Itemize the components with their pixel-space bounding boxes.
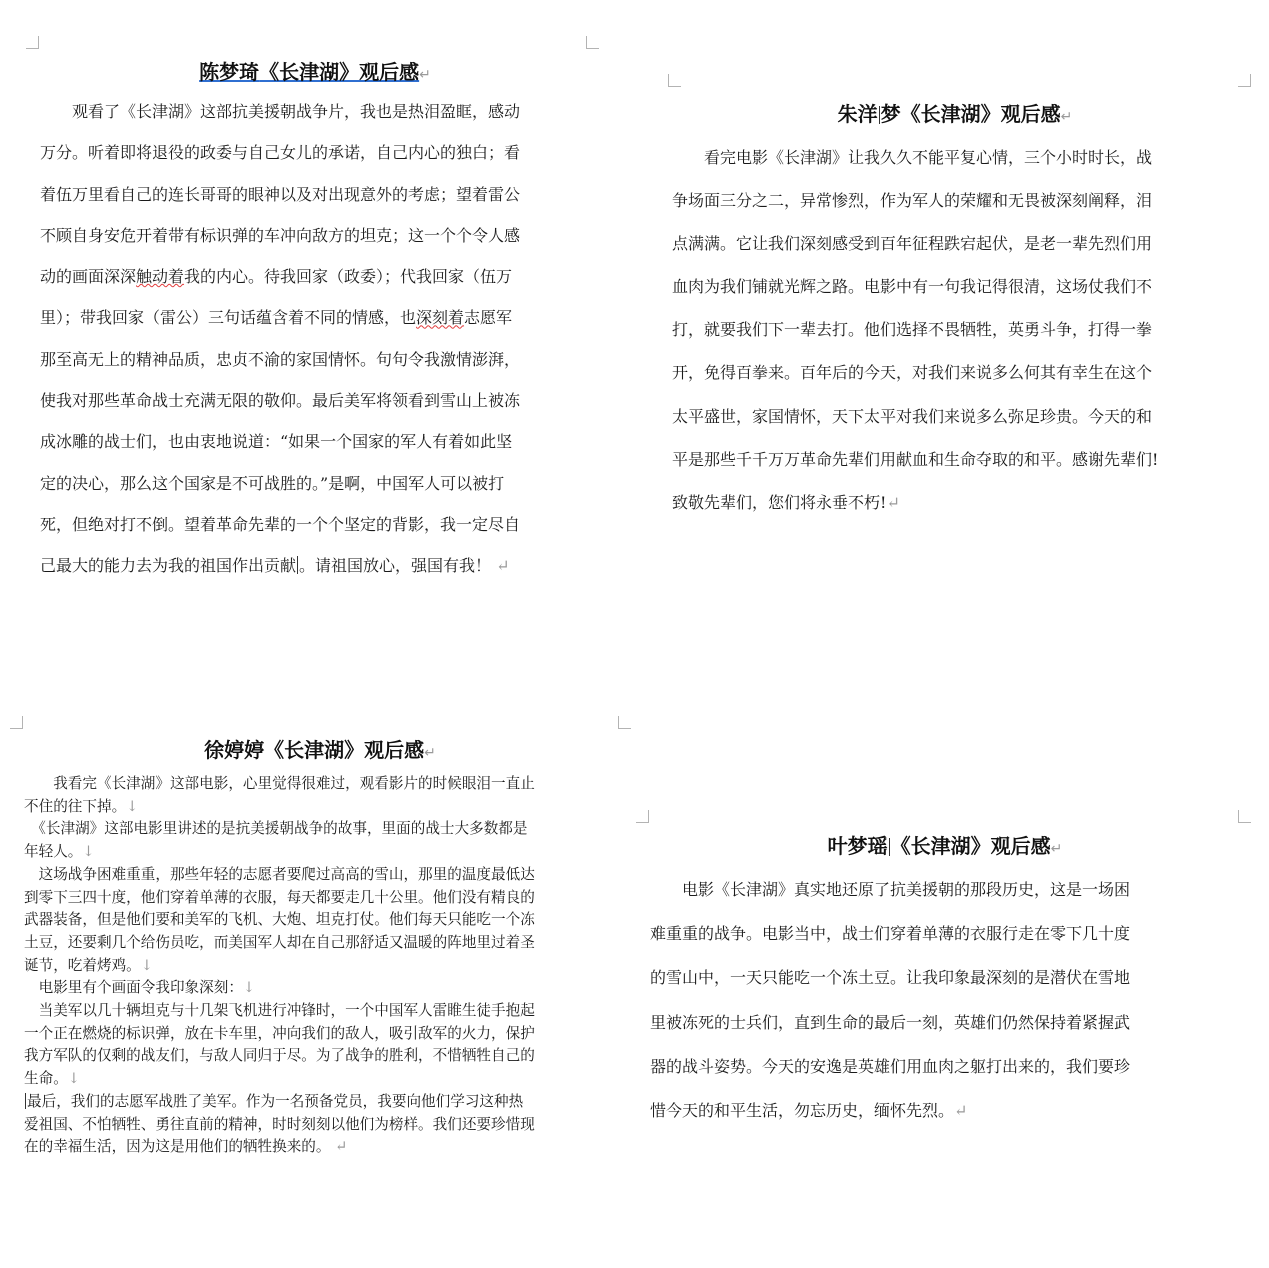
text-line: 器的战斗姿势。今天的安逸是英雄们用血肉之躯打出来的，我们要珍: [650, 1056, 1131, 1076]
text-segment: 年轻人。: [24, 843, 83, 861]
author-name-part: 朱洋: [837, 102, 878, 126]
text-segment: 里）；带我回家（雷公）三句话蕴含着不同的情感，也: [40, 308, 417, 328]
essay-title: [0, 736, 640, 767]
text-segment: 生命。: [24, 1070, 68, 1088]
text-line: 定的决心，那么这个国家是不可战胜的。”是啊，中国军人可以被打: [40, 473, 505, 493]
text-line: 电影《长津湖》真实地还原了抗美援朝的那段历史，这是一场困: [650, 880, 1131, 899]
text-line: [650, 1089, 1130, 1133]
text-line: [24, 841, 535, 864]
text-line: [40, 297, 520, 338]
text-line: [24, 1091, 535, 1114]
title-text: 《长津湖》观后感: [900, 102, 1061, 126]
text-line: [24, 977, 535, 1000]
page-corner-mark: [1238, 810, 1251, 823]
essay-body[interactable]: [672, 136, 1158, 524]
essay-body[interactable]: [24, 773, 535, 1159]
text-line: 着伍万里看自己的连长哥哥的眼神以及对出现意外的考虑；望着雷公: [40, 184, 521, 204]
line-break-mark: ↓: [242, 979, 256, 997]
text-segment: 动的画面深深: [40, 267, 137, 287]
text-line: 点满满。它让我们深刻感受到百年征程跌宕起伏，是老一辈先烈们用: [672, 234, 1153, 254]
page-corner-mark: [618, 716, 631, 729]
author-name: [838, 102, 901, 126]
paragraph-mark: ↵: [419, 67, 431, 83]
text-line: 里被冻死的士兵们，直到生命的最后一刻，英雄们仍然保持着紧握武: [650, 1012, 1131, 1032]
text-cursor: [297, 556, 298, 574]
text-line: 的雪山中，一天只能吃一个冻土豆。让我印象最深刻的是潜伏在雪地: [650, 968, 1131, 988]
paragraph-mark: ↵: [886, 492, 900, 512]
text-line: 看完电影《长津湖》让我久久不能平复心情，三个小时时长，战: [672, 148, 1153, 167]
text-line: 一个正在燃烧的标识弹，放在卡车里，冲向我们的敌人，吸引敌军的火力，保护: [24, 1024, 535, 1042]
text-cursor: [889, 838, 890, 856]
text-line: 我看完《长津湖》这部电影，心里觉得很难过，观看影片的时候眼泪一直止: [24, 775, 535, 792]
text-line: 那至高无上的精神品质，忠贞不渝的家国情怀。句句令我激情澎湃，: [40, 349, 521, 369]
text-segment: 致敬先辈们，您们将永垂不朽!: [672, 492, 887, 512]
text-line: [40, 545, 520, 586]
page-corner-mark: [26, 36, 39, 49]
page-corner-mark: [636, 810, 649, 823]
line-break-mark: ↓: [126, 797, 139, 815]
text-line: 争场面三分之二，异常惨烈，作为军人的荣耀和无畏被深刻阐释，泪: [672, 191, 1153, 211]
paragraph-mark: ↵: [335, 1138, 348, 1156]
text-segment: 惜今天的和平生活，勿忘历史，缅怀先烈。: [650, 1101, 955, 1121]
text-line: 平是那些千千万万革命先辈们用献血和生命夺取的和平。感谢先辈们!: [672, 449, 1159, 469]
text-line: 血肉为我们铺就光辉之路。电影中有一句我记得很清，这场仗我们不: [672, 277, 1153, 297]
text-line: [672, 481, 1158, 524]
text-segment: 最后，我们的志愿军战胜了美军。作为一名预备党员，我要向他们学习这种热: [27, 1092, 524, 1110]
line-break-mark: ↓: [140, 956, 153, 974]
text-line: [24, 796, 535, 819]
text-line: 死，但绝对打不倒。望着革命先辈的一个个坚定的背影，我一定尽自: [40, 514, 521, 534]
text-line: 这场战争困难重重，那些年轻的志愿者要爬过高高的雪山，那里的温度最低达: [24, 865, 535, 883]
title-text: 《长津湖》观后感: [259, 60, 420, 84]
text-cursor: [25, 1093, 26, 1109]
text-line: 打，就要我们下一辈去打。他们选择不畏牺牲，英勇斗争，打得一拳: [672, 320, 1153, 340]
text-segment: 电影里有个画面令我印象深刻：: [24, 979, 243, 997]
title-text: 《长津湖》观后感: [890, 834, 1051, 858]
text-line: 我方军队的仅剩的战友们，与敌人同归于尽。为了战争的胜利，不惜牺牲自己的: [24, 1047, 535, 1065]
text-line: [24, 1068, 535, 1091]
text-line: 观看了《长津湖》这部抗美援朝战争片，我也是热泪盈眶，感动: [40, 102, 521, 121]
text-segment: 我的内心。待我回家（政委）；代我回家（伍万: [184, 267, 513, 287]
paragraph-mark: ↵: [1050, 841, 1063, 857]
text-segment: 己最大的能力去为我的祖国作出贡献: [40, 556, 297, 576]
page-corner-mark: [10, 716, 23, 729]
essay-body[interactable]: [650, 868, 1130, 1133]
essay-title: [620, 832, 1269, 863]
text-line: 土豆，还要剩几个给伤员吃，而美国军人却在自己那舒适又温暖的阵地里过着圣: [24, 933, 535, 951]
page-corner-mark: [668, 74, 681, 87]
title-text: 徐婷婷《长津湖》观后感: [204, 738, 425, 762]
text-line: 开，免得百拳来。百年后的今天，对我们来说多么何其有幸生在这个: [672, 363, 1153, 383]
line-break-mark: ↓: [82, 843, 95, 861]
spellcheck-squiggle[interactable]: 触动着: [136, 267, 185, 287]
text-line: 万分。听着即将退役的政委与自己女儿的承诺，自己内心的独白；看: [40, 143, 521, 163]
essay-title: [0, 58, 630, 89]
text-line: [24, 955, 535, 978]
text-line: 当美军以几十辆坦克与十几架飞机进行冲锋时，一个中国军人雷睢生徒手抱起: [24, 1002, 535, 1020]
text-segment: 诞节，吃着烤鸡。: [24, 956, 141, 974]
author-name-part: 梦: [880, 102, 901, 126]
author-name: 陈梦琦: [199, 60, 260, 84]
paragraph-mark: ↵: [954, 1101, 968, 1121]
text-segment: 。请祖国放心，强国有我！: [299, 556, 492, 576]
paragraph-mark: ↵: [496, 556, 510, 576]
essay-body[interactable]: [40, 91, 520, 587]
text-segment: 在的幸福生活，因为这是用他们的牺牲换来的。: [24, 1138, 331, 1156]
text-cursor: [879, 106, 880, 124]
page-corner-mark: [586, 36, 599, 49]
text-line: 到零下三四十度，他们穿着单薄的衣服，每天都要走几十公里。他们没有精良的: [24, 888, 535, 906]
spellcheck-squiggle[interactable]: 深刻着: [416, 308, 465, 328]
text-segment: 志愿军: [464, 308, 513, 328]
text-line: 太平盛世，家国情怀，天下太平对我们来说多么弥足珍贵。今天的和: [672, 406, 1153, 426]
text-line: 使我对那些革命战士充满无限的敬仰。最后美军将领看到雪山上被冻: [40, 391, 521, 411]
essay-title: [640, 100, 1269, 131]
text-line: [24, 1136, 535, 1159]
text-line: 武器装备，但是他们要和美军的飞机、大炮、坦克打仗。他们每天只能吃一个冻: [24, 911, 535, 929]
text-segment: 不住的往下掉。: [24, 797, 127, 815]
text-line: [40, 256, 520, 297]
text-line: 不顾自身安危开着带有标识弹的车冲向敌方的坦克；这一个个令人感: [40, 225, 521, 245]
paragraph-mark: ↵: [1060, 109, 1073, 125]
text-line: 《长津湖》这部电影里讲述的是抗美援朝战争的故事，里面的战士大多数都是: [24, 820, 528, 838]
author-name: [828, 834, 891, 858]
text-line: 成冰雕的战士们，也由衷地说道：“如果一个国家的军人有着如此坚: [40, 432, 513, 452]
line-break-mark: ↓: [67, 1070, 81, 1088]
paragraph-mark: ↵: [424, 745, 436, 761]
author-name-part: 叶梦瑶: [827, 834, 888, 858]
text-line: 爱祖国、不怕牺牲、勇往直前的精神，时时刻刻以他们为榜样。我们还要珍惜现: [24, 1115, 535, 1133]
page-corner-mark: [1238, 74, 1251, 87]
text-line: 难重重的战争。电影当中，战士们穿着单薄的衣服行走在零下几十度: [650, 924, 1131, 944]
